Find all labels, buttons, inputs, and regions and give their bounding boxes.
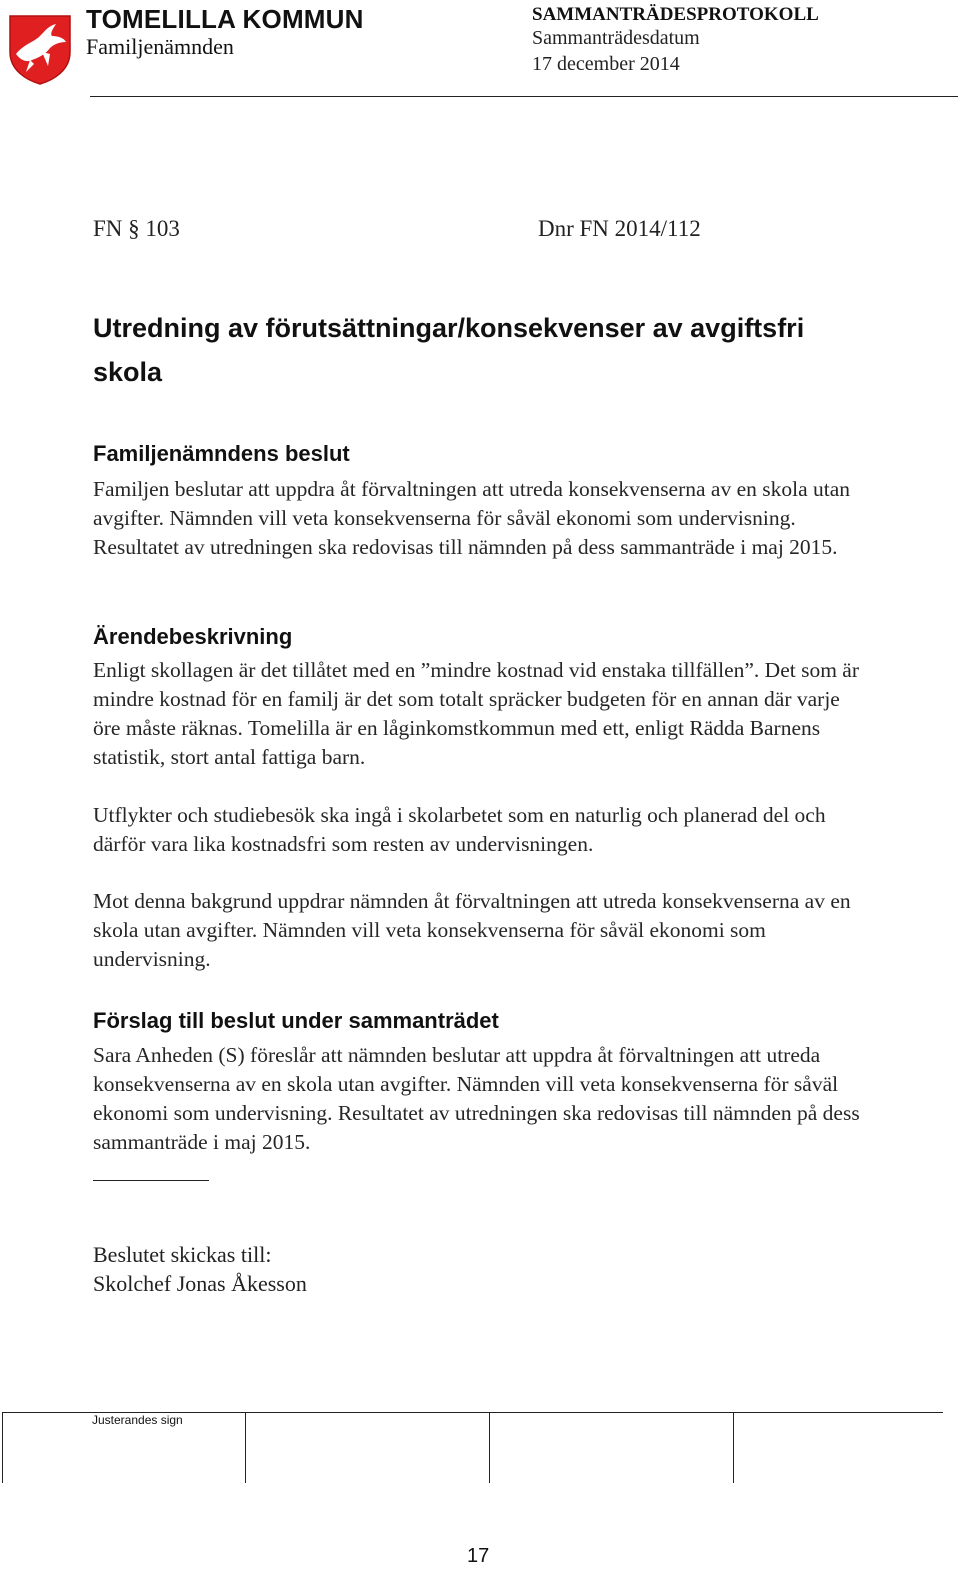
registration-number: Dnr FN 2014/112: [538, 216, 701, 241]
section-divider: [93, 1180, 209, 1181]
organization-name: TOMELILLA KOMMUN: [86, 4, 364, 34]
section-heading-proposal: Förslag till beslut under sammanträdet: [93, 1008, 499, 1033]
signature-cell: [733, 1413, 734, 1483]
header-divider: [90, 96, 958, 97]
signature-cell: [489, 1413, 490, 1483]
distribution-recipient: Skolchef Jonas Åkesson: [93, 1271, 307, 1296]
document-title: Utredning av förutsättningar/konsekvenser av avgiftsfri skola: [93, 313, 805, 387]
meeting-date: 17 december 2014: [532, 53, 680, 75]
proposal-text: Sara Anheden (S) föreslår att nämnden beslutar att uppdra åt förvaltningen att utreda konsekvenserna av en skola utan avgifter. Nämnden vill veta konsekvenserna för såväl ekonomi som undervisning. Resultatet av utredningen ska redovisas till nämnden på dess sammanträde i maj 2015.: [93, 1043, 860, 1154]
signature-cell: [2, 1413, 3, 1483]
decision-text: Familjen beslutar att uppdra åt förvaltningen att utreda konsekvenserna av en skola utan avgifter. Nämnden vill veta konsekvenserna för såväl ekonomi som undervisning. Resultatet av utredningen ska redovisas till nämnden på dess sammanträde i maj 2015.: [93, 477, 851, 559]
description-paragraph: Mot denna bakgrund uppdrar nämnden åt förvaltningen att utreda konsekvenserna av en skola utan avgifter. Nämnden vill veta konsekvenserna för såväl ekonomi som undervisning.: [93, 889, 851, 971]
signature-cell: [245, 1413, 246, 1483]
description-paragraph: Utflykter och studiebesök ska ingå i skolarbetet som en naturlig och planerad del och därför vara lika kostnadsfri som resten av undervisningen.: [93, 803, 826, 856]
department-name: Familjenämnden: [86, 34, 234, 59]
section-heading-description: Ärendebeskrivning: [93, 624, 293, 649]
description-paragraph: Enligt skollagen är det tillåtet med en ”mindre kostnad vid enstaka tillfällen”. Det som är mindre kostnad för en familj är det som totalt spräcker budgeten för en annan där varje öre måste räknas. Tomelilla är en låginkomstkommun med ett, enligt Rädda Barnens statistik, stort antal fattiga barn.: [93, 658, 860, 769]
coat-of-arms-logo: [8, 14, 72, 86]
coat-of-arms-icon: [8, 14, 72, 86]
document-type: SAMMANTRÄDESPROTOKOLL: [532, 4, 819, 25]
section-heading-decision: Familjenämndens beslut: [93, 441, 350, 466]
case-number: FN § 103: [93, 216, 180, 241]
signature-label: Justerandes sign: [92, 1413, 183, 1427]
date-label: Sammanträdesdatum: [532, 27, 700, 49]
page-number: 17: [467, 1545, 490, 1567]
distribution-label: Beslutet skickas till:: [93, 1242, 272, 1267]
